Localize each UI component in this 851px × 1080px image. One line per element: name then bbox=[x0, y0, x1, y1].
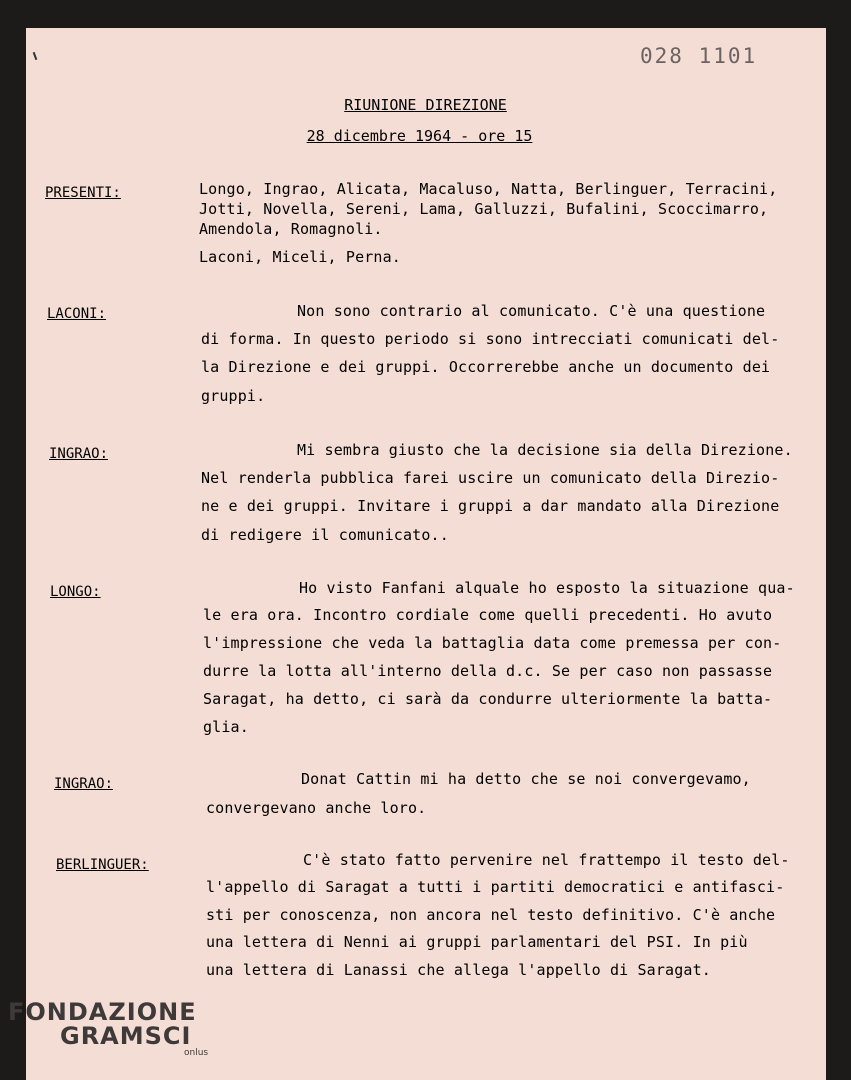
fondazione-gramsci-watermark bbox=[8, 998, 209, 1058]
text-line: durre la lotta all'interno della d.c. Se per caso non passasse bbox=[203, 662, 773, 680]
watermark-line1: FONDAZIONE bbox=[8, 998, 197, 1026]
meeting-date: 28 dicembre 1964 - ore 15 bbox=[306, 127, 533, 145]
text-line: Saragat, ha detto, ci sarà da condurre ulteriormente la batta- bbox=[203, 690, 773, 708]
text-line: Nel renderla pubblica farei uscire un comunicato della Direzio- bbox=[201, 469, 780, 487]
archive-number: 028 1101 bbox=[640, 44, 758, 68]
text-line: Amendola, Romagnoli. bbox=[199, 220, 383, 238]
text-line: Non sono contrario al comunicato. C'è una questione bbox=[297, 302, 766, 320]
text-line: Jotti, Novella, Sereni, Lama, Galluzzi, Bufalini, Scoccimarro, bbox=[199, 200, 769, 218]
speaker-label: INGRAO: bbox=[54, 776, 114, 792]
text-line: una lettera di Lanassi che allega l'appello di Saragat. bbox=[206, 961, 711, 979]
text-line: glia. bbox=[203, 718, 249, 736]
speaker-label: LACONI: bbox=[47, 306, 107, 322]
text-line: le era ora. Incontro cordiale come quelli precedenti. Ho avuto bbox=[203, 606, 773, 624]
text-line: l'appello di Saragat a tutti i partiti democratici e antifasci- bbox=[206, 878, 785, 896]
text-line: sti per conoscenza, non ancora nel testo definitivo. C'è anche bbox=[206, 906, 776, 924]
watermark-line3: onlus bbox=[184, 1048, 209, 1058]
text-line: ne e dei gruppi. Invitare i gruppi a dar mandato alla Direzione bbox=[201, 497, 780, 515]
text-line: Longo, Ingrao, Alicata, Macaluso, Natta, Berlinguer, Terracini, bbox=[199, 180, 778, 198]
text-line: convergevano anche loro. bbox=[206, 799, 427, 817]
text-line: Laconi, Miceli, Perna. bbox=[199, 248, 401, 266]
watermark-line2: GRAMSCI bbox=[60, 1022, 192, 1050]
text-line: l'impressione che veda la battaglia data come premessa per con- bbox=[203, 634, 782, 652]
speaker-label: INGRAO: bbox=[49, 446, 109, 462]
text-line: la Direzione e dei gruppi. Occorrerebbe anche un documento dei bbox=[201, 358, 771, 376]
text-line: Mi sembra giusto che la decisione sia della Direzione. bbox=[297, 441, 793, 459]
text-line: di redigere il comunicato.. bbox=[201, 526, 449, 544]
text-line: C'è stato fatto pervenire nel frattempo il testo del- bbox=[303, 851, 790, 869]
speaker-label: LONGO: bbox=[50, 584, 101, 600]
speaker-label: BERLINGUER: bbox=[56, 857, 149, 873]
speaker-label: PRESENTI: bbox=[45, 185, 121, 201]
text-line: di forma. In questo periodo si sono intrecciati comunicati del- bbox=[201, 330, 780, 348]
text-line: Donat Cattin mi ha detto che se noi convergevamo, bbox=[301, 770, 751, 788]
text-line: gruppi. bbox=[201, 387, 266, 405]
text-line: una lettera di Nenni ai gruppi parlamentari del PSI. In più bbox=[206, 933, 748, 951]
text-line: Ho visto Fanfani alquale ho esposto la situazione qua- bbox=[299, 579, 795, 597]
document-title: RIUNIONE DIREZIONE bbox=[344, 96, 507, 114]
